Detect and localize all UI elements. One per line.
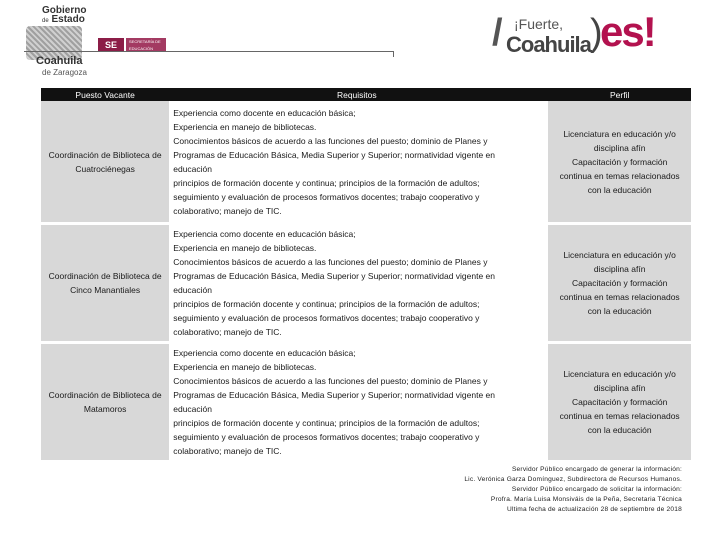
gobierno-de: de bbox=[42, 18, 49, 24]
footer-credits bbox=[464, 465, 682, 515]
vacante-cell: Coordinación de Biblioteca de Cuatrociénegas bbox=[41, 101, 169, 222]
requisito-line: Conocimientos básicos de acuerdo a las funciones del puesto; dominio de Planes y bbox=[173, 135, 488, 146]
requisito-line: Programas de Educación Básica, Media Superior y Superior; normatividad vigente en bbox=[173, 390, 496, 400]
requisito-line: principios de formación docente y continua; principios de la formación de adultos; bbox=[173, 177, 480, 188]
footer-line: Servidor Público encargado de solicitar la información: bbox=[511, 486, 682, 493]
header-perfil: Perfil bbox=[548, 88, 691, 101]
requisito-line: seguimiento y evaluación de procesos formativos docentes; trabajo cooperativo y bbox=[173, 432, 480, 442]
table-row bbox=[41, 101, 691, 222]
vacante-cell: Coordinación de Biblioteca de Matamoros bbox=[41, 344, 169, 460]
vacancies-table bbox=[41, 88, 691, 460]
perfil-line: Licenciatura en educación y/o bbox=[563, 128, 676, 139]
footer-line: Lic. Verónica Garza Domínguez, Subdirectora de Recursos Humanos. bbox=[464, 476, 682, 483]
perfil-line: Capacitación y formación bbox=[571, 278, 668, 288]
perfil-line: disciplina afín bbox=[593, 383, 646, 393]
perfil-line: Licenciatura en educación y/o bbox=[563, 250, 676, 260]
requisito-line: principios de formación docente y continua; principios de la formación de adultos; bbox=[173, 299, 480, 309]
perfil-cell bbox=[548, 101, 691, 222]
perfil-line: continua en temas relacionados bbox=[559, 292, 680, 302]
table-row bbox=[41, 225, 691, 341]
fuerte-coahuila-logo bbox=[492, 10, 672, 66]
perfil-line: continua en temas relacionados bbox=[559, 170, 680, 181]
requisito-line: Conocimientos básicos de acuerdo a las funciones del puesto; dominio de Planes y bbox=[173, 376, 488, 386]
requisito-line: Experiencia como docente en educación básica; bbox=[173, 229, 356, 239]
requisito-line: Conocimientos básicos de acuerdo a las funciones del puesto; dominio de Planes y bbox=[173, 257, 488, 267]
perfil-line: con la educación bbox=[587, 184, 652, 195]
table-header-row bbox=[41, 88, 691, 101]
footer-line: Ultima fecha de actualización 28 de septiembre de 2018 bbox=[506, 506, 682, 513]
requisitos-cell bbox=[169, 101, 548, 222]
requisito-line: Experiencia como docente en educación básica; bbox=[173, 348, 356, 358]
perfil-cell bbox=[548, 225, 691, 341]
requisitos-cell bbox=[169, 344, 548, 460]
vacante-cell: Coordinación de Biblioteca de Cinco Manantiales bbox=[41, 225, 169, 341]
es-brand-text: es! bbox=[600, 8, 655, 55]
requisito-line: Programas de Educación Básica, Media Superior y Superior; normatividad vigente en bbox=[173, 271, 496, 281]
perfil-line: Capacitación y formación bbox=[571, 397, 668, 407]
requisito-line: colaborativo; manejo de TIC. bbox=[173, 446, 282, 456]
requisito-line: Programas de Educación Básica, Media Superior y Superior; normatividad vigente en bbox=[173, 149, 496, 160]
requisito-line: Experiencia en manejo de bibliotecas. bbox=[173, 121, 317, 132]
coahuila-text: Coahuila bbox=[36, 55, 83, 67]
header-divider bbox=[24, 51, 394, 52]
perfil-line: Licenciatura en educación y/o bbox=[563, 369, 676, 379]
requisito-line: educación bbox=[173, 404, 213, 414]
header-divider-end bbox=[393, 51, 394, 57]
perfil-line: Capacitación y formación bbox=[571, 156, 668, 167]
footer-line: Servidor Público encargado de generar la información: bbox=[511, 466, 682, 473]
estado-line: Estado bbox=[51, 14, 85, 25]
perfil-cell bbox=[548, 344, 691, 460]
gobierno-coahuila-logo bbox=[26, 4, 186, 80]
gobierno-line: Gobierno bbox=[42, 5, 87, 16]
requisito-line: colaborativo; manejo de TIC. bbox=[173, 205, 282, 216]
requisito-line: colaborativo; manejo de TIC. bbox=[173, 327, 282, 337]
perfil-line: con la educación bbox=[587, 425, 652, 435]
requisito-line: Experiencia como docente en educación básica; bbox=[173, 107, 356, 118]
header-requisitos: Requisitos bbox=[169, 88, 548, 101]
gobierno-estado-text bbox=[42, 6, 86, 26]
header-puesto-vacante: Puesto Vacante bbox=[41, 88, 169, 101]
se-subtitle: SECRETARÍA DE EDUCACIÓN bbox=[126, 38, 166, 52]
coahuila-brand-text: Coahuila bbox=[506, 32, 591, 57]
perfil-line: disciplina afín bbox=[593, 264, 646, 274]
requisito-line: principios de formación docente y continua; principios de la formación de adultos; bbox=[173, 418, 480, 428]
perfil-line: disciplina afín bbox=[593, 142, 646, 153]
requisito-line: Experiencia en manejo de bibliotecas. bbox=[173, 243, 317, 253]
requisito-line: Experiencia en manejo de bibliotecas. bbox=[173, 362, 317, 372]
paren-mark: ) bbox=[590, 12, 603, 54]
perfil-line: con la educación bbox=[587, 306, 652, 316]
table-row bbox=[41, 344, 691, 460]
se-badge: SE bbox=[98, 38, 124, 52]
zaragoza-text: de Zaragoza bbox=[42, 68, 87, 77]
requisito-line: educación bbox=[173, 163, 213, 174]
footer-line: Profra. María Luisa Monsiváis de la Peña, Secretaria Técnica bbox=[490, 496, 682, 503]
requisitos-cell bbox=[169, 225, 548, 341]
fuerte-text: ¡Fuerte, bbox=[514, 16, 564, 32]
requisito-line: educación bbox=[173, 285, 213, 295]
perfil-line: continua en temas relacionados bbox=[559, 411, 680, 421]
requisito-line: seguimiento y evaluación de procesos formativos docentes; trabajo cooperativo y bbox=[173, 191, 480, 202]
requisito-line: seguimiento y evaluación de procesos formativos docentes; trabajo cooperativo y bbox=[173, 313, 480, 323]
slash-mark: / bbox=[492, 12, 503, 54]
